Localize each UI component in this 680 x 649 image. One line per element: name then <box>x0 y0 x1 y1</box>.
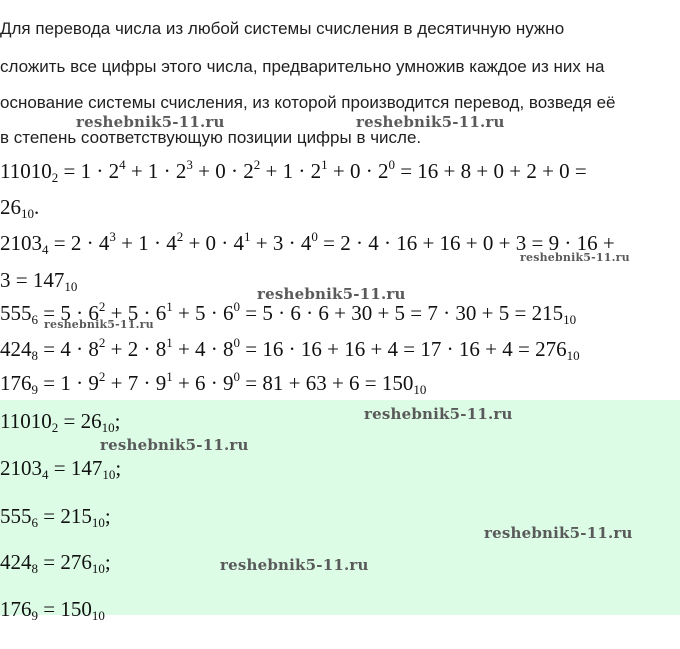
solution-5-line: $176_9 = 1 \cdot 9^2 + 7 \cdot 9^1 + 6 \cdot 9^0 = 81 + 63 + 6 = 150_{10}$ <box>0 369 427 397</box>
intro-line-2: сложить все цифры этого числа, предварительно умножив каждое из них на <box>0 57 605 76</box>
solution-2-line-2: $3 = 147_{10}$ <box>0 268 78 294</box>
watermark: reshebnik5-11.ru <box>220 556 369 574</box>
answer-2: $2103_4 = 147_{10}$; <box>0 456 122 482</box>
answer-3: $555_6 = 215_{10}$; <box>0 504 111 530</box>
answers-box <box>0 400 680 623</box>
watermark: reshebnik5-11.ru <box>356 113 505 131</box>
watermark: reshebnik5-11.ru <box>520 251 630 264</box>
answer-5: $176_9 = 150_{10}$ <box>0 597 105 623</box>
intro-line-3: основание системы счисления, из которой производится перевод, возведя её <box>0 93 616 112</box>
solution-1-line-1: $11010_2 = 1 \cdot 2^4 + 1 \cdot 2^3 + 0 \cdot 2^2 + 1 \cdot 2^1 + 0 \cdot 2^0 = 16 + 8 + 0 + 2 + 0$ = <box>0 157 587 185</box>
solution-1-line-2: $26_{10}$. <box>0 195 40 221</box>
intro-line-4: в степень соответствующую позиции цифры в числе. <box>0 128 422 147</box>
solution-2-line-1: $2103_4 = 2 \cdot 4^3 + 1 \cdot 4^2 + 0 \cdot 4^1 + 3 \cdot 4^0 = 2 \cdot 4 \cdot 16 + 16 + 0 + 3 = 9 \cdot 16$ + <box>0 229 615 257</box>
solution-3-line: $555_6 = 5 \cdot 6^2 + 5 \cdot 6^1 + 5 \cdot 6^0 = 5 \cdot 6 \cdot 6 + 30 + 5 = 7 \cdot 30 + 5 = 215_{10}$ <box>0 299 577 327</box>
answer-4: $424_8 = 276_{10}$; <box>0 550 111 576</box>
watermark: reshebnik5-11.ru <box>364 405 513 423</box>
intro-line-1: Для перевода числа из любой системы счисления в десятичную нужно <box>0 19 565 38</box>
watermark: reshebnik5-11.ru <box>76 113 225 131</box>
answer-1: $11010_2 = 26_{10}$; <box>0 409 121 435</box>
watermark: reshebnik5-11.ru <box>257 285 406 303</box>
watermark: reshebnik5-11.ru <box>100 436 249 454</box>
watermark: reshebnik5-11.ru <box>484 524 633 542</box>
solution-4-line: $424_8 = 4 \cdot 8^2 + 2 \cdot 8^1 + 4 \cdot 8^0 = 16 \cdot 16 + 16 + 4 = 17 \cdot 16 + 4 = 276_{10}$ <box>0 335 580 363</box>
watermark: reshebnik5-11.ru <box>44 318 154 331</box>
